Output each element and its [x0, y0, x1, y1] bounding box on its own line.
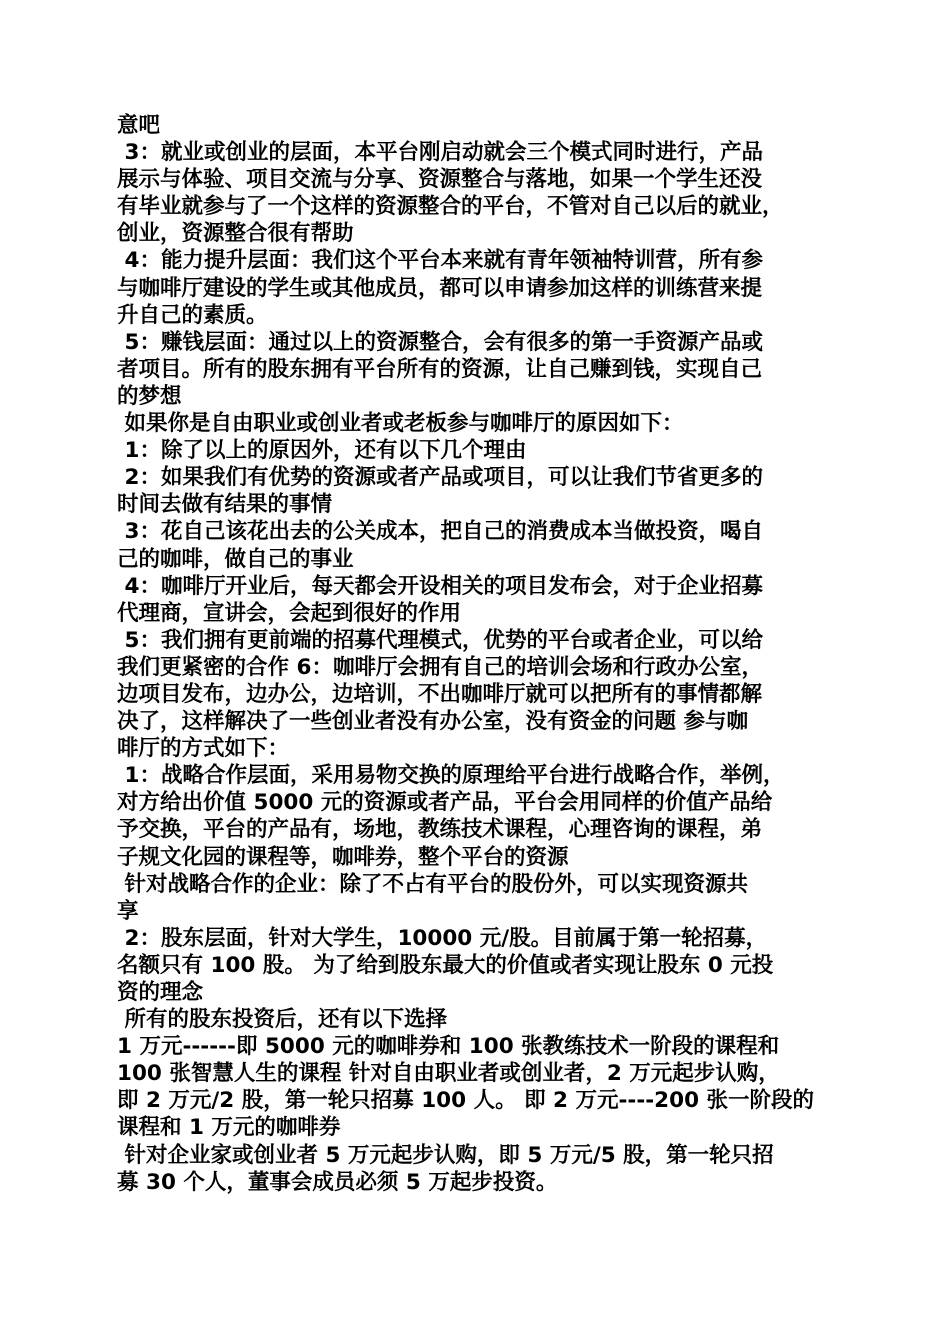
text-line: 4：能力提升层面：我们这个平台本来就有青年领袖特训营，所有参 — [117, 248, 763, 274]
text-line: 与咖啡厅建设的学生或其他成员，都可以申请参加这样的训练营来提 — [117, 275, 763, 301]
text-line: 如果你是自由职业或创业者或老板参与咖啡厅的原因如下： — [117, 411, 684, 437]
text-line: 2：如果我们有优势的资源或者产品或项目，可以让我们节省更多的 — [117, 465, 763, 491]
text-line: 募 30 个人，董事会成员必须 5 万起步投资。 — [117, 1169, 558, 1195]
text-line: 享 — [117, 898, 139, 924]
text-line: 的梦想 — [117, 383, 182, 409]
text-line: 啡厅的方式如下： — [117, 736, 290, 762]
text-line: 创业，资源整合很有帮助 — [117, 221, 354, 247]
text-line: 所有的股东投资后，还有以下选择 — [117, 1007, 447, 1033]
text-line: 者项目。所有的股东拥有平台所有的资源，让自己赚到钱，实现自己 — [117, 356, 763, 382]
text-line: 1 万元------即 5000 元的咖啡券和 100 张教练技术一阶段的课程和 — [117, 1034, 780, 1060]
text-line: 名额只有 100 股。 为了给到股东最大的价值或者实现让股东 0 元投 — [117, 952, 774, 978]
text-line: 代理商，宣讲会，会起到很好的作用 — [117, 600, 462, 626]
text-line: 有毕业就参与了一个这样的资源整合的平台，不管对自己以后的就业， — [117, 194, 784, 220]
text-line: 3：就业或创业的层面，本平台刚启动就会三个模式同时进行，产品 — [117, 140, 763, 166]
text-line: 意吧 — [117, 113, 161, 138]
text-line: 资的理念 — [117, 980, 204, 1005]
text-line: 针对企业家或创业者 5 万元起步认购，即 5 万元/5 股，第一轮只招 — [117, 1142, 774, 1168]
text-line: 予交换，平台的产品有，场地，教练技术课程，心理咨询的课程，弟 — [117, 817, 763, 843]
text-line: 课程和 1 万元的咖啡券 — [117, 1115, 341, 1141]
text-line: 即 2 万元/2 股，第一轮只招募 100 人。 即 2 万元----200 张一阶段的 — [117, 1088, 815, 1114]
text-line: 4：咖啡厅开业后，每天都会开设相关的项目发布会，对于企业招募 — [117, 573, 763, 599]
text-line: 决了，这样解决了一些创业者没有办公室，没有资金的问题 参与咖 — [117, 709, 748, 735]
text-line: 100 张智慧人生的课程 针对自由职业者或创业者，2 万元起步认购， — [117, 1061, 780, 1087]
text-line: 己的咖啡，做自己的事业 — [117, 546, 354, 572]
text-line: 3：花自己该花出去的公关成本，把自己的消费成本当做投资，喝自 — [117, 519, 763, 545]
text-line: 5：我们拥有更前端的招募代理模式，优势的平台或者企业，可以给 — [117, 627, 763, 653]
text-line: 时间去做有结果的事情 — [117, 492, 333, 518]
text-line: 展示与体验、项目交流与分享、资源整合与落地，如果一个学生还没 — [117, 167, 763, 193]
text-line: 边项目发布，边办公，边培训，不出咖啡厅就可以把所有的事情都解 — [117, 681, 763, 707]
text-line: 针对战略合作的企业：除了不占有平台的股份外，可以实现资源共 — [117, 871, 748, 897]
text-line: 升自己的素质。 — [117, 302, 268, 328]
text-line: 1：除了以上的原因外，还有以下几个理由 — [117, 438, 527, 464]
text-line: 1：战略合作层面，采用易物交换的原理给平台进行战略合作，举例， — [117, 763, 785, 789]
text-line: 子规文化园的课程等，咖啡券，整个平台的资源 — [117, 844, 569, 870]
text-line: 我们更紧密的合作 6：咖啡厅会拥有自己的培训会场和行政办公室， — [117, 654, 763, 680]
text-line: 2：股东层面，针对大学生，10000 元/股。目前属于第一轮招募， — [117, 925, 768, 951]
document-body — [117, 112, 842, 1196]
text-line: 5：赚钱层面：通过以上的资源整合，会有很多的第一手资源产品或 — [117, 329, 763, 355]
text-line: 对方给出价值 5000 元的资源或者产品，平台会用同样的价值产品给 — [117, 790, 773, 816]
